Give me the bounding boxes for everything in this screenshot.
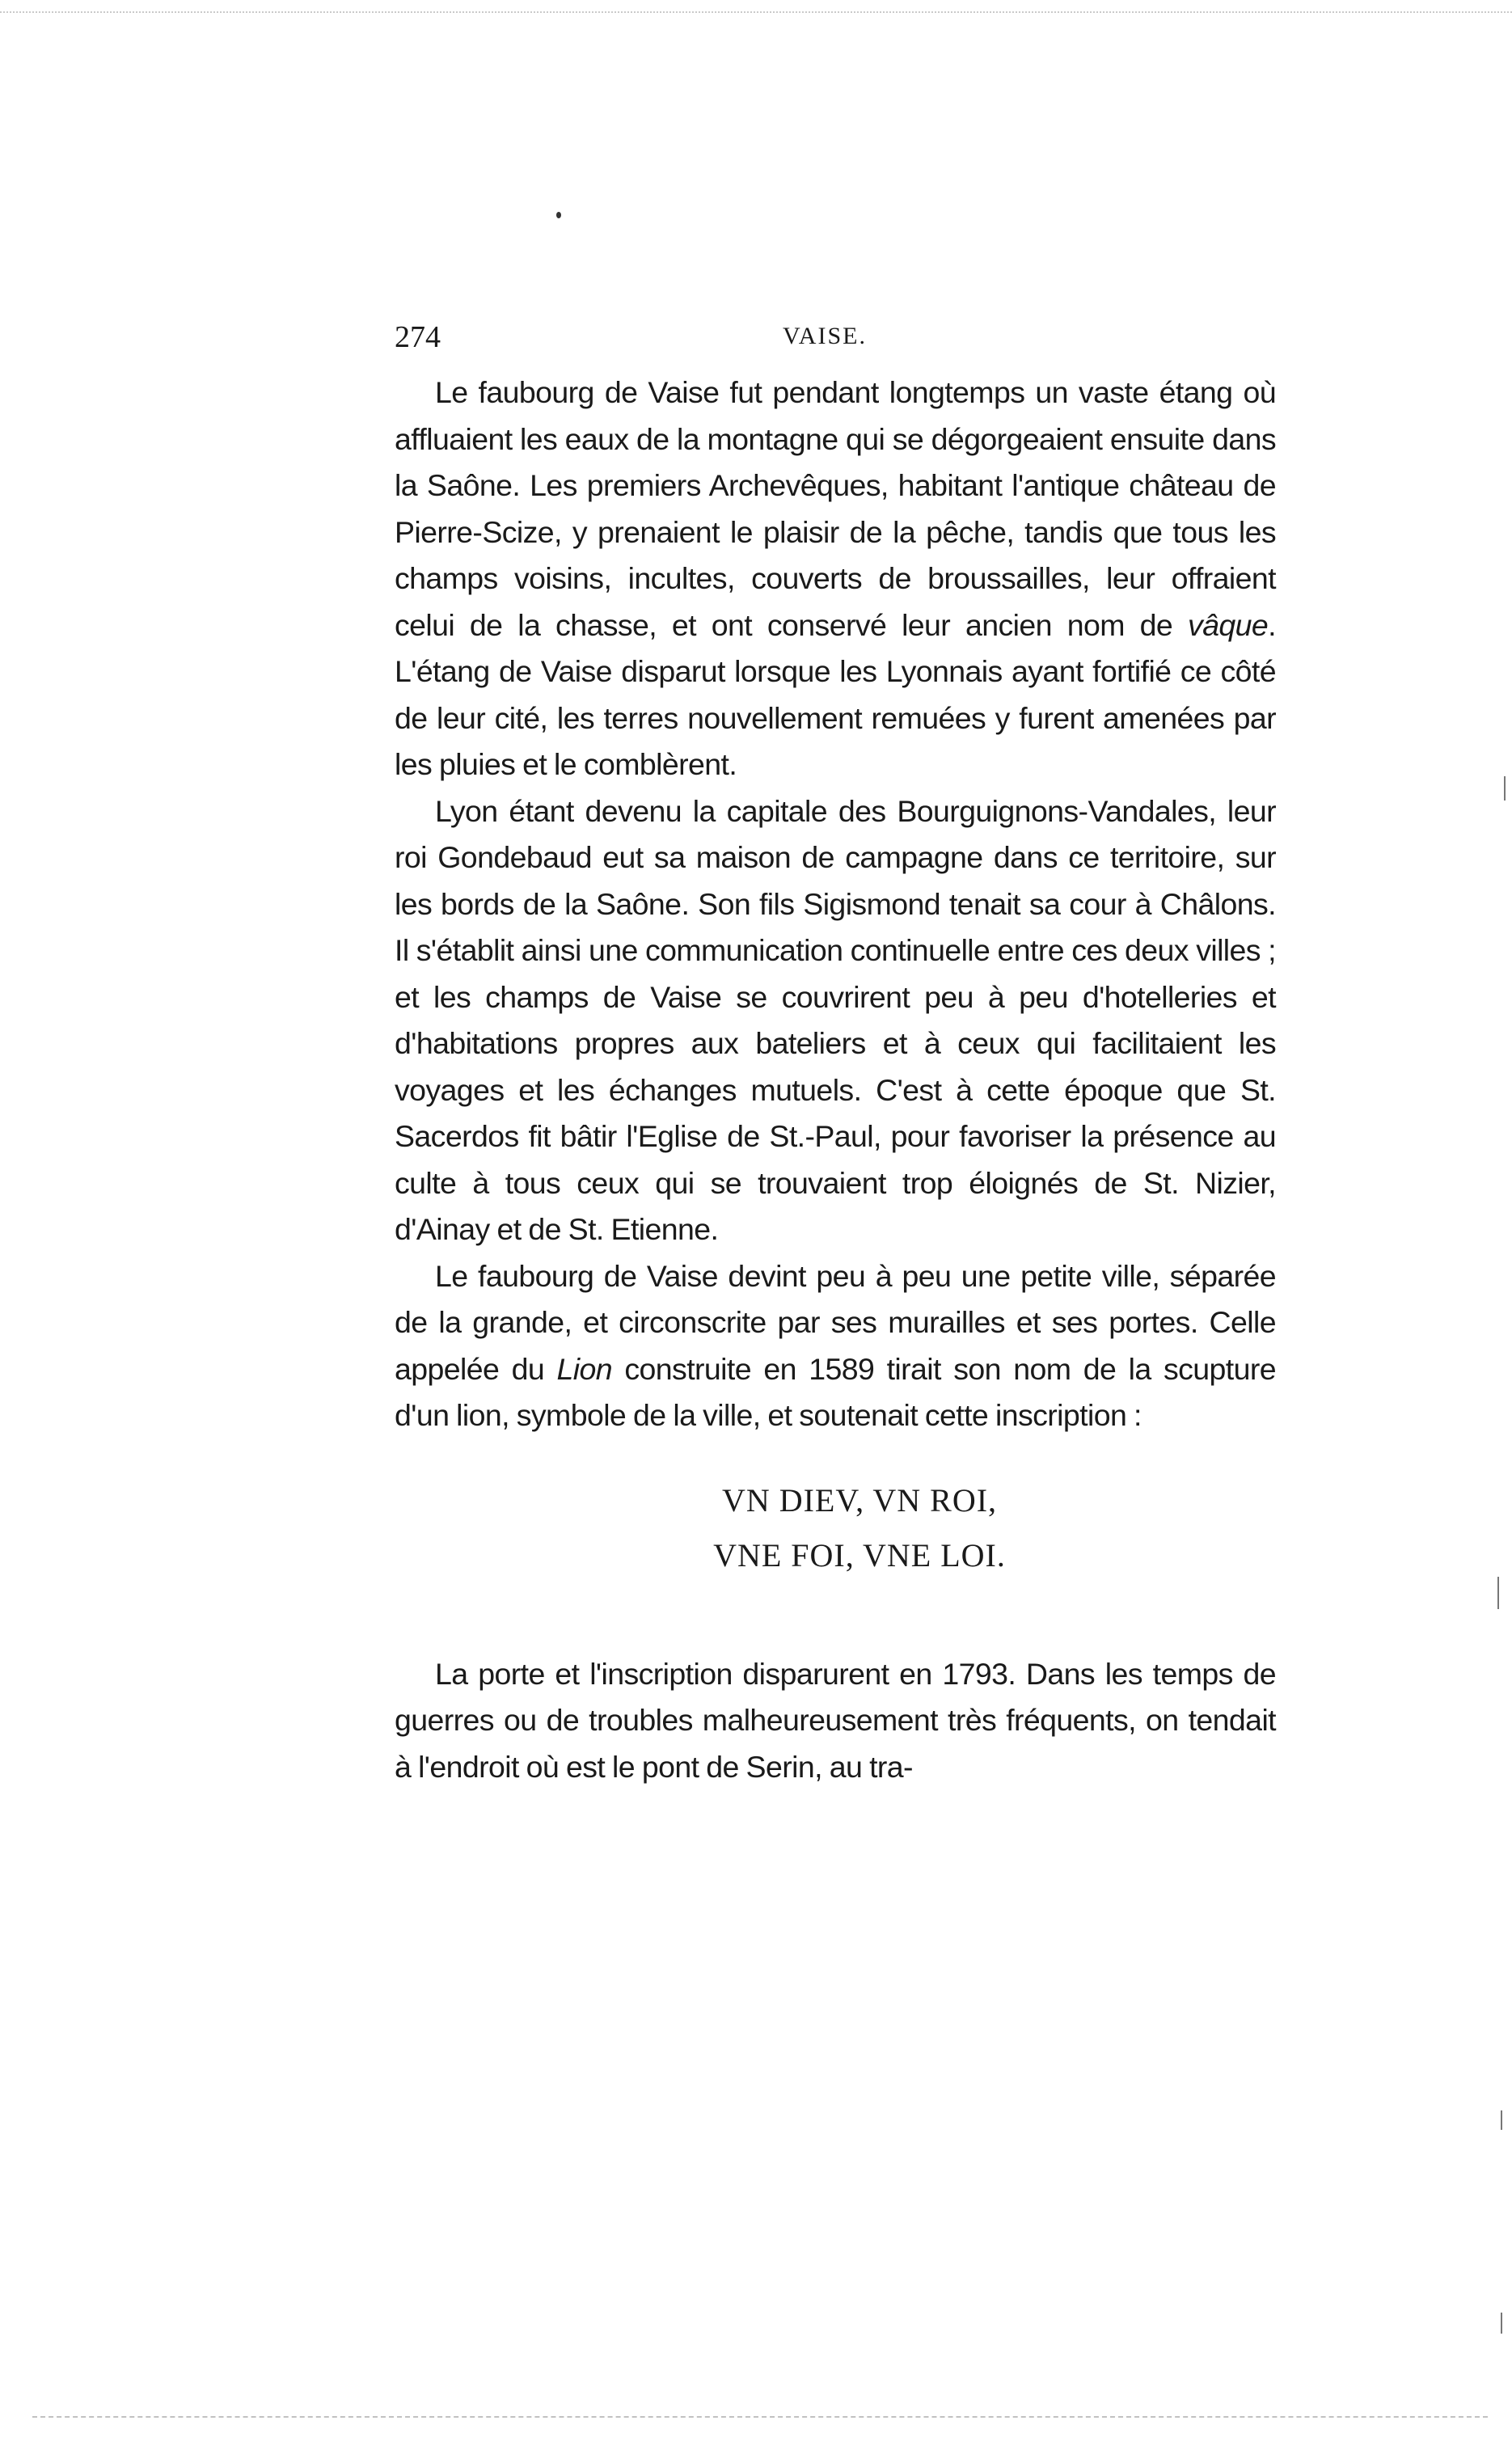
scan-edge-mark (1501, 2110, 1502, 2130)
italic-word: Lion (556, 1351, 613, 1386)
inscription (395, 1473, 1276, 1583)
paragraph-porte: La porte et l'inscription disparurent en 1793. Dans les temps de guerres ou de troubles malheureusement très fréquents, on tendait à l'endroit où est le pont de Serin, au tra- (395, 1656, 1276, 1784)
scan-edge-mark (1501, 2313, 1502, 2334)
paragraph-text: Le faubourg de Vaise devint peu à peu une petite ville, séparée de la grande, et circonscrite par ses murailles et ses portes. Celle appelée du (395, 1258, 1276, 1386)
paragraph-text: . L'étang de Vaise disparut lorsque les Lyonnais ayant fortifié ce côté de leur cité, les terres nouvellement remuées y furent amenées par les pluies et le comblèrent. (395, 607, 1276, 781)
scan-speck (556, 212, 561, 218)
scan-edge-mark (1504, 776, 1506, 801)
book-page (395, 319, 1276, 1790)
paragraph-lyon: Lyon étant devenu la capitale des Bourguignons-Vandales, leur roi Gondebaud eut sa maison de campagne dans ce territoire, sur les bords de la Saône. Son fils Sigismond tenait sa cour à Châlons. Il s'établit ainsi une communication continuelle entre ces deux villes ; et les champs de Vaise se couvrirent peu à peu d'hotelleries et d'habitations propres aux bateliers et à ceux qui facilitaient les voyages et les échanges mutuels. C'est à cette époque que St. Sacerdos fit bâtir l'Eglise de St.-Paul, pour favoriser la présence au culte à tous ceux qui se trouvaient trop éloignés de St. Nizier, d'Ainay et de St. Etienne. (395, 793, 1276, 1246)
running-head: VAISE. (783, 323, 867, 349)
scan-top-edge (0, 0, 1512, 13)
page-header (395, 319, 1276, 360)
paragraph-text: Le faubourg de Vaise fut pendant longtemps un vaste étang où affluaient les eaux de la montagne qui se dégorgeaient ensuite dans la Saône. Les premiers Archevêques, habitant l'antique château de Pierre-Scize, y prenaient le plaisir de la pêche, tandis que tous les champs voisins, incultes, couverts de broussailles, leur offraient celui de la chasse, et ont conservé leur ancien nom de (395, 375, 1276, 642)
inscription-line: VNE FOI, VNE LOI. (713, 1536, 1006, 1574)
inscription-line: VN DIEV, VN ROI, (721, 1481, 998, 1519)
paragraph-etang (395, 370, 1276, 788)
scan-edge-mark (1497, 1577, 1499, 1609)
paragraph-text: construite en 1589 tirait son nom de la scupture d'un lion, symbole de la ville, et soutenait cette inscription : (395, 1351, 1276, 1432)
page-number: 274 (395, 320, 441, 354)
italic-word: vâque (1187, 607, 1269, 642)
paragraph-faubourg (395, 1253, 1276, 1439)
scan-bottom-edge (32, 2416, 1488, 2418)
